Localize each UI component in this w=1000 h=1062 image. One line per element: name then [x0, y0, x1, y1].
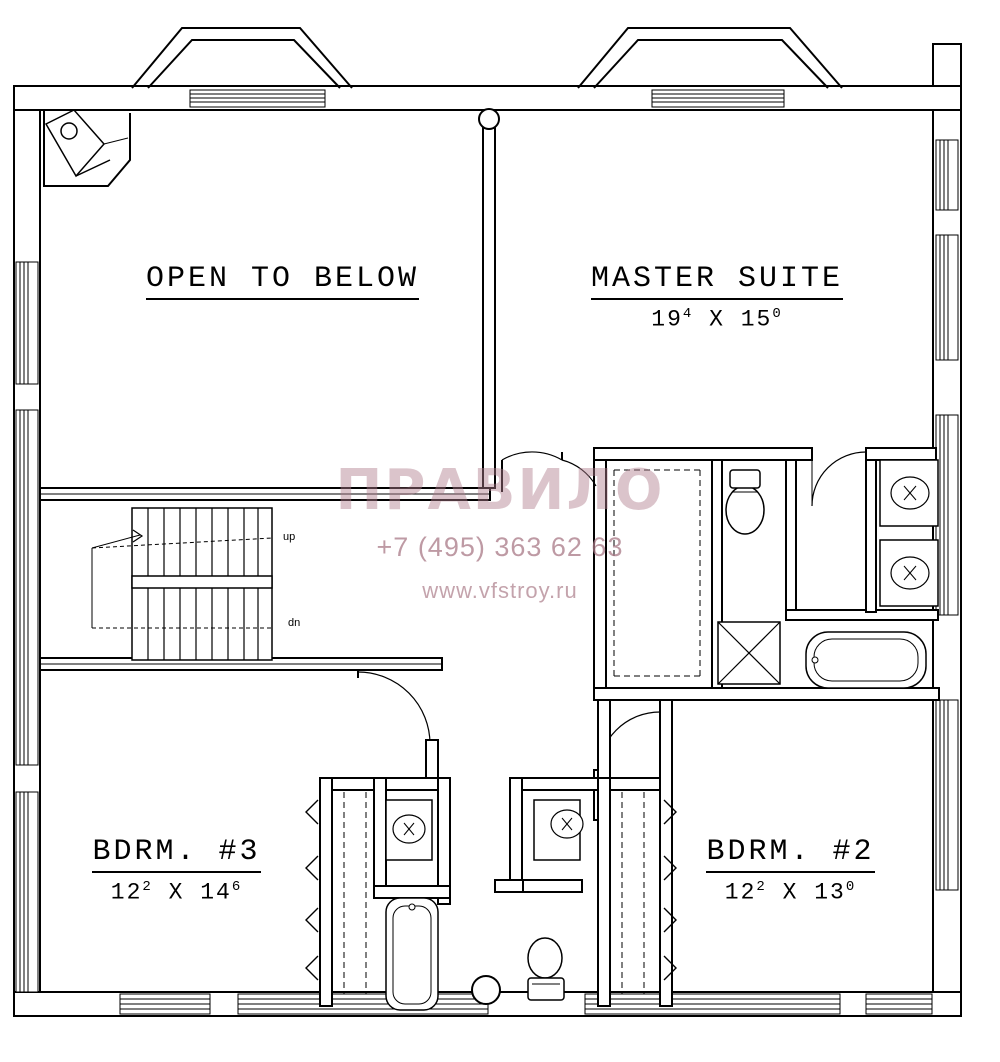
room-dims-bdrm-2 — [678, 879, 903, 906]
room-label-open-to-below — [110, 262, 455, 300]
master-suite-dim-depth-inches: 0 — [772, 306, 783, 322]
stair-up-label: up — [283, 531, 296, 543]
master-suite-dim-depth: 15 — [740, 306, 773, 333]
bdrm2-dim-depth: 13 — [814, 879, 846, 906]
bdrm2-dim-width: 12 — [724, 879, 757, 906]
room-label-bdrm-2 — [678, 835, 903, 906]
room-dims-bdrm-3 — [64, 879, 289, 906]
bdrm3-dim-width: 12 — [110, 879, 143, 906]
master-suite-dim-width-inches: 4 — [682, 306, 694, 322]
bdrm2-dim-x: X — [782, 879, 799, 906]
bdrm3-dim-x: X — [168, 879, 185, 906]
bdrm3-dim-width-inches: 2 — [142, 879, 153, 895]
room-name-master-suite: MASTER SUITE — [591, 262, 843, 300]
room-name-bdrm-2: BDRM. #2 — [706, 835, 874, 873]
bdrm2-dim-depth-inches: 0 — [845, 879, 857, 895]
watermark-website: www.vfstroy.ru — [422, 578, 578, 603]
master-suite-dim-width: 19 — [651, 306, 683, 333]
room-label-master-suite — [572, 262, 862, 333]
watermark-brand: ПРАВИЛО — [335, 458, 665, 523]
stair-down-label: dn — [288, 617, 301, 629]
master-suite-dim-x: X — [709, 306, 725, 333]
watermark-phone: +7 (495) 363 62 63 — [376, 532, 624, 562]
room-label-bdrm-3 — [64, 835, 289, 906]
room-name-bdrm-3: BDRM. #3 — [92, 835, 260, 873]
room-name-open-to-below: OPEN TO BELOW — [146, 262, 419, 300]
bdrm3-dim-depth-inches: 6 — [231, 879, 243, 895]
room-dims-master-suite — [572, 306, 862, 333]
bdrm2-dim-width-inches: 2 — [756, 879, 767, 895]
bdrm3-dim-depth: 14 — [200, 879, 232, 906]
